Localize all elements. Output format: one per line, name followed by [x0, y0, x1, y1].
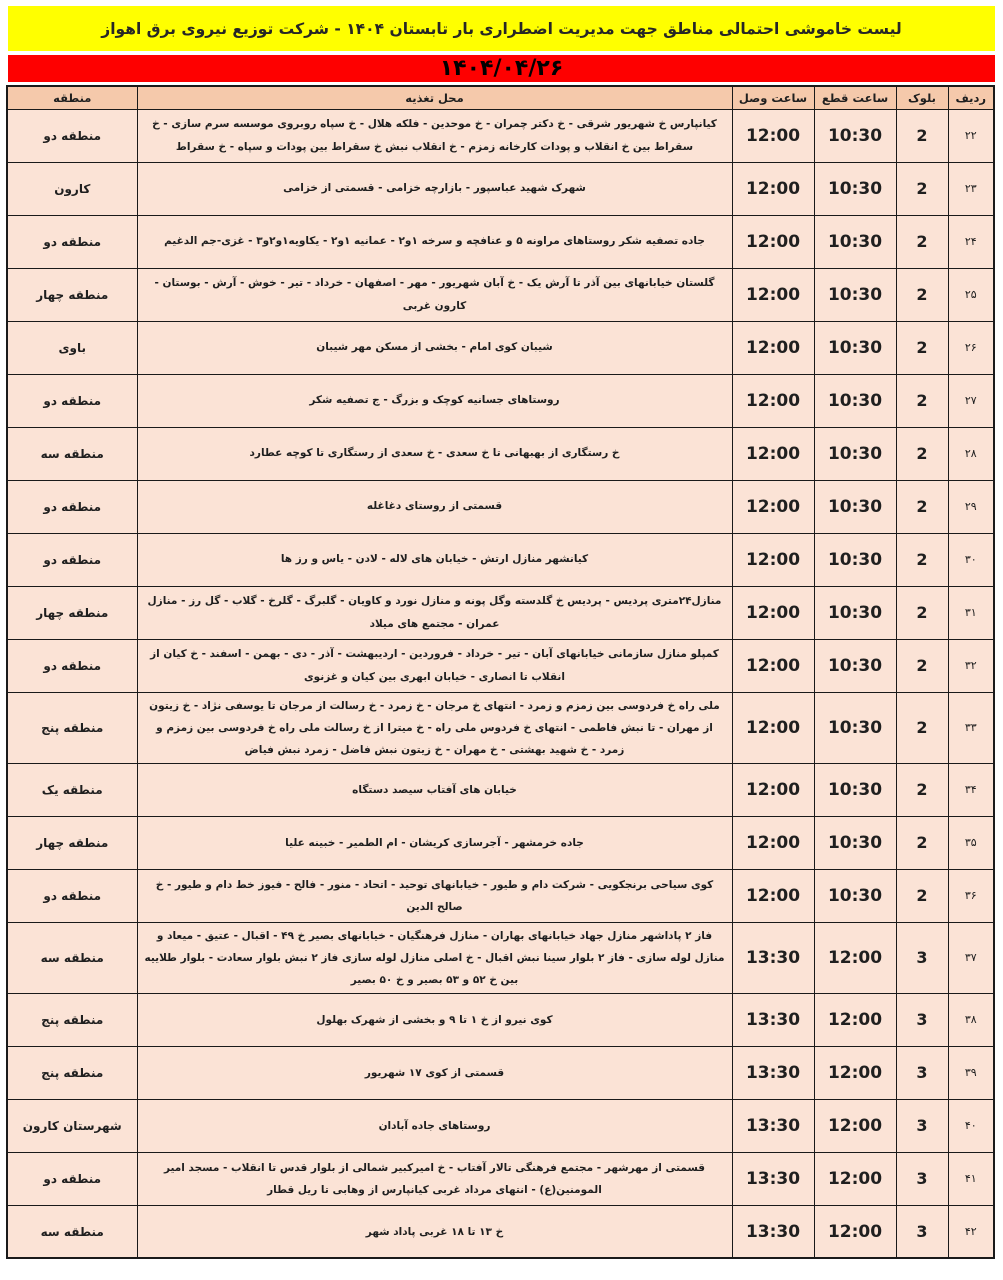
block-cell: 2 [896, 639, 948, 692]
table-row [7, 639, 994, 692]
region-cell: شهرستان کارون [7, 1099, 137, 1152]
schedule-rows [7, 109, 994, 1258]
restore-time-cell: 13:30 [732, 1046, 814, 1099]
cut-time-cell: 10:30 [814, 109, 896, 162]
cut-time-cell: 10:30 [814, 215, 896, 268]
block-cell: 2 [896, 692, 948, 763]
restore-time-cell: 12:00 [732, 586, 814, 639]
location-cell: جاده تصفیه شکر روستاهای مراونه ۵ و عنافچه و سرخه ۱و۲ - عمانیه ۱و۲ - یکاویه۱و۲و۳ - غزی-جم الدغیم [137, 215, 732, 268]
restore-time-cell: 12:00 [732, 162, 814, 215]
block-cell: 2 [896, 427, 948, 480]
restore-time-cell: 12:00 [732, 533, 814, 586]
table-row [7, 321, 994, 374]
row-number-cell: ۲۶ [948, 321, 994, 374]
table-row [7, 1099, 994, 1152]
location-cell: قسمتی از کوی ۱۷ شهریور [137, 1046, 732, 1099]
restore-time-cell: 12:00 [732, 639, 814, 692]
row-number-cell: ۳۱ [948, 586, 994, 639]
row-number-cell: ۲۴ [948, 215, 994, 268]
row-number-cell: ۳۹ [948, 1046, 994, 1099]
block-cell: 2 [896, 533, 948, 586]
row-number-cell: ۳۷ [948, 922, 994, 993]
location-cell: قسمتی از روستای دغاغله [137, 480, 732, 533]
table-row [7, 586, 994, 639]
table-row [7, 816, 994, 869]
location-cell: خ رستگاری از بهبهانی تا خ سعدی - خ سعدی از رستگاری تا کوچه عطارد [137, 427, 732, 480]
table-row [7, 268, 994, 321]
restore-time-cell: 12:00 [732, 869, 814, 922]
cut-time-cell: 12:00 [814, 1205, 896, 1258]
location-cell: کوی سیاحی برنجکویی - شرکت دام و طیور - خیابانهای توحید - اتحاد - منور - فالح - فیوز خط دام و طیور - خ صالح الدین [137, 869, 732, 922]
row-number-cell: ۲۲ [948, 109, 994, 162]
restore-time-cell: 13:30 [732, 1205, 814, 1258]
table-row [7, 162, 994, 215]
row-number-cell: ۳۳ [948, 692, 994, 763]
region-cell: منطقه پنج [7, 1046, 137, 1099]
block-cell: 2 [896, 215, 948, 268]
table-row [7, 763, 994, 816]
header-block: بلوک [896, 86, 948, 109]
location-cell: کمپلو منازل سازمانی خیابانهای آبان - تیر - خرداد - فروردین - اردیبهشت - آذر - دی - بهمن - اسفند - خ کیان از انقلاب تا انصاری - خیابان ابهری بین کیان و غزنوی [137, 639, 732, 692]
cut-time-cell: 10:30 [814, 268, 896, 321]
region-cell: منطقه دو [7, 639, 137, 692]
block-cell: 3 [896, 1205, 948, 1258]
block-cell: 2 [896, 763, 948, 816]
row-number-cell: ۲۵ [948, 268, 994, 321]
location-cell: روستاهای جاده آبادان [137, 1099, 732, 1152]
block-cell: 2 [896, 480, 948, 533]
region-cell: منطقه دو [7, 109, 137, 162]
outage-schedule-table [6, 85, 995, 1259]
row-number-cell: ۲۳ [948, 162, 994, 215]
restore-time-cell: 12:00 [732, 816, 814, 869]
region-cell: منطقه دو [7, 533, 137, 586]
row-number-cell: ۲۸ [948, 427, 994, 480]
region-cell: منطقه چهار [7, 586, 137, 639]
region-cell: باوی [7, 321, 137, 374]
header-restore-time: ساعت وصل [732, 86, 814, 109]
header-row-number: ردیف [948, 86, 994, 109]
table-row [7, 533, 994, 586]
cut-time-cell: 12:00 [814, 1152, 896, 1205]
restore-time-cell: 12:00 [732, 374, 814, 427]
restore-time-cell: 13:30 [732, 993, 814, 1046]
restore-time-cell: 12:00 [732, 480, 814, 533]
table-row [7, 869, 994, 922]
restore-time-cell: 13:30 [732, 1099, 814, 1152]
region-cell: منطقه سه [7, 427, 137, 480]
row-number-cell: ۴۰ [948, 1099, 994, 1152]
row-number-cell: ۳۸ [948, 993, 994, 1046]
restore-time-cell: 13:30 [732, 1152, 814, 1205]
cut-time-cell: 10:30 [814, 639, 896, 692]
date-banner [8, 55, 995, 82]
block-cell: 2 [896, 816, 948, 869]
table-row [7, 215, 994, 268]
location-cell: فاز ۲ پاداشهر منازل جهاد خیابانهای بهاران - منازل فرهنگیان - خیابانهای بصیر خ ۴۹ - اقبال - عتیق - میعاد و منازل لوله سازی - فاز ۲ بلوار سینا نبش اقبال - خ اصلی منازل لوله سازی فاز ۲ نبش بلوار سعادت - بلوار طلاییه بین خ ۵۲ و ۵۳ بصیر و خ ۵۰ بصیر [137, 922, 732, 993]
table-row [7, 1046, 994, 1099]
location-cell: قسمتی از مهرشهر - مجتمع فرهنگی تالار آفتاب - خ امیرکبیر شمالی از بلوار قدس تا انقلاب - مسجد امیر المومنین(ع) - انتهای مرداد غربی کیانپارس از وهابی تا ریل قطار [137, 1152, 732, 1205]
block-cell: 2 [896, 321, 948, 374]
cut-time-cell: 10:30 [814, 427, 896, 480]
location-cell: ملی راه خ فردوسی بین زمزم و زمرد - انتهای خ مرجان - خ زمرد - خ رسالت از مرجان تا یوسفی نژاد - خ زیتون از مهران - تا نبش فاطمی - انتهای خ فردوس ملی راه - خ میترا از خ رسالت ملی راه خ فردوسی بین زمزم و زمرد - خ شهید بهشتی - خ مهران - خ زیتون نبش فاضل - زمرد نبش فیاض [137, 692, 732, 763]
block-cell: 3 [896, 1152, 948, 1205]
location-cell: کیانشهر منازل ارتش - خیابان های لاله - لادن - یاس و رز ها [137, 533, 732, 586]
restore-time-cell: 12:00 [732, 321, 814, 374]
location-cell: منازل۲۴متری پردیس - پردیس خ گلدسته وگل پونه و منازل نورد و کاویان - گلبرگ - گلرخ - گلاب - گل رز - منازل عمران - مجتمع های میلاد [137, 586, 732, 639]
schedule-date: ۱۴۰۴/۰۴/۲۶ [439, 56, 564, 81]
row-number-cell: ۳۲ [948, 639, 994, 692]
region-cell: منطقه چهار [7, 268, 137, 321]
page-title-banner [8, 6, 995, 51]
row-number-cell: ۲۷ [948, 374, 994, 427]
row-number-cell: ۳۴ [948, 763, 994, 816]
block-cell: 2 [896, 586, 948, 639]
region-cell: منطقه چهار [7, 816, 137, 869]
block-cell: 3 [896, 1099, 948, 1152]
restore-time-cell: 12:00 [732, 268, 814, 321]
region-cell: منطقه دو [7, 1152, 137, 1205]
cut-time-cell: 12:00 [814, 993, 896, 1046]
cut-time-cell: 10:30 [814, 480, 896, 533]
row-number-cell: ۳۵ [948, 816, 994, 869]
region-cell: منطقه یک [7, 763, 137, 816]
region-cell: منطقه پنج [7, 993, 137, 1046]
block-cell: 3 [896, 993, 948, 1046]
restore-time-cell: 12:00 [732, 427, 814, 480]
cut-time-cell: 10:30 [814, 869, 896, 922]
block-cell: 2 [896, 374, 948, 427]
block-cell: 2 [896, 162, 948, 215]
cut-time-cell: 10:30 [814, 162, 896, 215]
cut-time-cell: 10:30 [814, 763, 896, 816]
header-region: منطقه [7, 86, 137, 109]
table-row [7, 1152, 994, 1205]
restore-time-cell: 12:00 [732, 692, 814, 763]
cut-time-cell: 10:30 [814, 533, 896, 586]
location-cell: جاده خرمشهر - آجرسازی کریشان - ام الطمیر - خبینه علیا [137, 816, 732, 869]
region-cell: منطقه دو [7, 480, 137, 533]
region-cell: منطقه سه [7, 922, 137, 993]
row-number-cell: ۴۱ [948, 1152, 994, 1205]
restore-time-cell: 13:30 [732, 922, 814, 993]
row-number-cell: ۳۶ [948, 869, 994, 922]
block-cell: 2 [896, 869, 948, 922]
table-row [7, 692, 994, 763]
location-cell: خ ۱۳ تا ۱۸ غربی پاداد شهر [137, 1205, 732, 1258]
location-cell: روستاهای جسانیه کوچک و بزرگ - ج تصفیه شکر [137, 374, 732, 427]
cut-time-cell: 10:30 [814, 321, 896, 374]
header-cut-time: ساعت قطع [814, 86, 896, 109]
region-cell: منطقه سه [7, 1205, 137, 1258]
region-cell: کارون [7, 162, 137, 215]
cut-time-cell: 10:30 [814, 586, 896, 639]
location-cell: شهرک شهید عباسپور - بازارچه خزامی - قسمتی از خزامی [137, 162, 732, 215]
block-cell: 3 [896, 922, 948, 993]
table-row [7, 1205, 994, 1258]
location-cell: کوی نیرو از خ ۱ تا ۹ و بخشی از شهرک بهلول [137, 993, 732, 1046]
table-row [7, 993, 994, 1046]
block-cell: 3 [896, 1046, 948, 1099]
restore-time-cell: 12:00 [732, 763, 814, 816]
row-number-cell: ۲۹ [948, 480, 994, 533]
block-cell: 2 [896, 268, 948, 321]
block-cell: 2 [896, 109, 948, 162]
table-row [7, 109, 994, 162]
table-header [7, 86, 994, 109]
restore-time-cell: 12:00 [732, 215, 814, 268]
cut-time-cell: 10:30 [814, 692, 896, 763]
cut-time-cell: 10:30 [814, 816, 896, 869]
region-cell: منطقه پنج [7, 692, 137, 763]
location-cell: شیبان کوی امام - بخشی از مسکن مهر شیبان [137, 321, 732, 374]
header-location: محل تغذیه [137, 86, 732, 109]
region-cell: منطقه دو [7, 869, 137, 922]
location-cell: خیابان های آفتاب سیصد دستگاه [137, 763, 732, 816]
table-row [7, 427, 994, 480]
location-cell: گلستان خیابانهای بین آذر تا آرش یک - خ آبان شهریور - مهر - اصفهان - خرداد - تیر - خوش - آرش - بوستان - کارون غربی [137, 268, 732, 321]
cut-time-cell: 10:30 [814, 374, 896, 427]
restore-time-cell: 12:00 [732, 109, 814, 162]
page-title: لیست خاموشی احتمالی مناطق جهت مدیریت اضطراری بار تابستان ۱۴۰۴ - شرکت توزیع نیروی برق اهواز [101, 19, 902, 38]
cut-time-cell: 12:00 [814, 922, 896, 993]
table-row [7, 480, 994, 533]
cut-time-cell: 12:00 [814, 1046, 896, 1099]
cut-time-cell: 12:00 [814, 1099, 896, 1152]
table-row [7, 922, 994, 993]
row-number-cell: ۳۰ [948, 533, 994, 586]
row-number-cell: ۴۲ [948, 1205, 994, 1258]
location-cell: کیانپارس خ شهریور شرقی - خ دکتر چمران - خ موحدین - فلکه هلال - خ سپاه روبروی موسسه سرم سازی - خ سقراط بین خ انقلاب و پودات کارخانه زمزم - خ انقلاب نبش خ سقراط بین پودات و سپاه - خ سقراط [137, 109, 732, 162]
region-cell: منطقه دو [7, 374, 137, 427]
table-row [7, 374, 994, 427]
region-cell: منطقه دو [7, 215, 137, 268]
